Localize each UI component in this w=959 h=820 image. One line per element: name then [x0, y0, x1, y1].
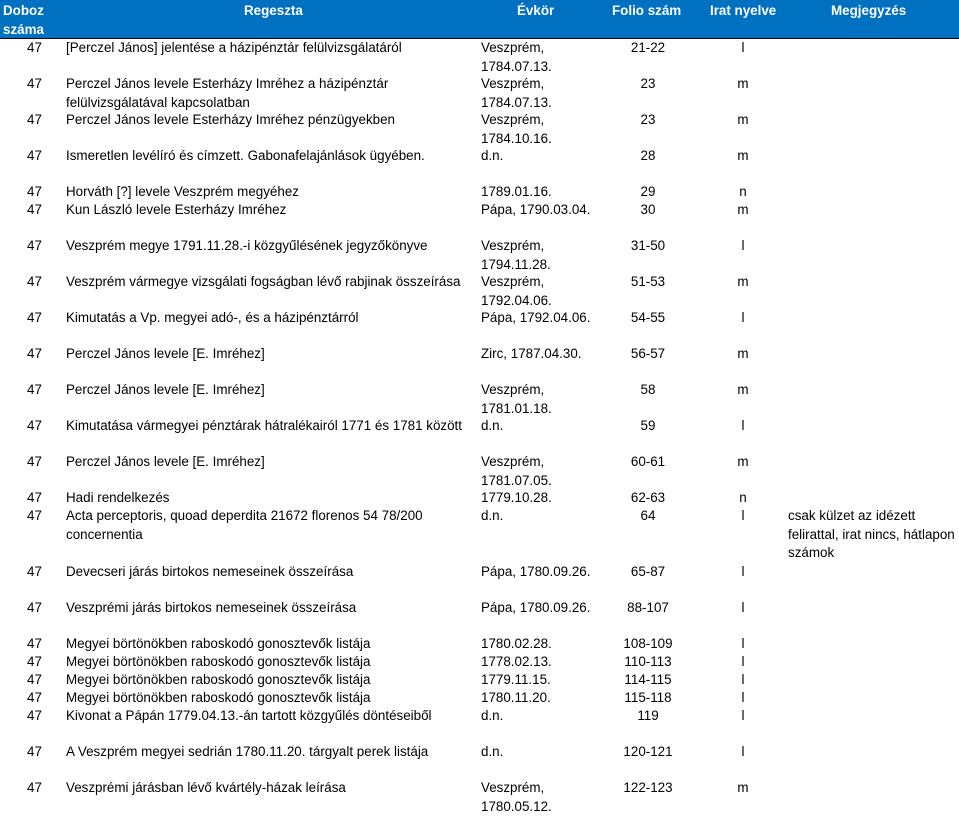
cell-doboz: 47: [27, 310, 42, 325]
cell-evkor: Veszprém, 1792.04.06.: [481, 274, 552, 308]
cell-doboz: 47: [27, 672, 42, 687]
header-evkor: Évkör: [517, 3, 555, 18]
cell-nyelv: m: [737, 202, 749, 217]
cell-regeszta: [Perczel János] jelentése a házipénztár felülvizsgálatáról: [66, 40, 402, 55]
cell-nyelv: l: [741, 672, 745, 687]
header-folio: Folio szám: [612, 3, 682, 18]
cell-folio: 29: [640, 184, 656, 199]
cell-nyelv: m: [737, 274, 749, 289]
cell-evkor: Zirc, 1787.04.30.: [481, 346, 582, 361]
table-row: [0, 147, 959, 183]
cell-regeszta: Ismeretlen levélíró és címzett. Gabonafelajánlások ügyében.: [66, 148, 425, 163]
table-row: [0, 201, 959, 237]
cell-evkor: Pápa, 1792.04.06.: [481, 310, 591, 325]
cell-folio: 51-53: [630, 274, 666, 289]
table-row: [0, 273, 959, 309]
cell-evkor: d.n.: [481, 708, 504, 723]
table-row: [0, 563, 959, 599]
table-row: [0, 507, 959, 563]
cell-regeszta: Kun László levele Esterházy Imréhez: [66, 202, 287, 217]
cell-nyelv: n: [739, 184, 747, 199]
cell-doboz: 47: [27, 238, 42, 253]
cell-nyelv: l: [741, 40, 745, 55]
cell-evkor: 1778.02.13.: [481, 654, 552, 669]
table-row: [0, 39, 959, 75]
cell-nyelv: l: [741, 744, 745, 759]
cell-folio: 108-109: [623, 636, 673, 651]
cell-folio: 54-55: [630, 310, 666, 325]
cell-regeszta: Perczel János levele Esterházy Imréhez a házipénztár felülvizsgálatával kapcsolatban: [66, 76, 389, 110]
cell-nyelv: m: [737, 346, 749, 361]
cell-folio: 23: [640, 112, 656, 127]
cell-evkor: d.n.: [481, 418, 504, 433]
cell-doboz: 47: [27, 418, 42, 433]
table-row: [0, 635, 959, 653]
header-doboz: Doboz száma: [3, 3, 44, 37]
cell-doboz: 47: [27, 780, 42, 795]
cell-regeszta: A Veszprém megyei sedrián 1780.11.20. tárgyalt perek listája: [66, 744, 429, 759]
cell-nyelv: m: [737, 780, 749, 795]
table-row: [0, 489, 959, 507]
cell-doboz: 47: [27, 346, 42, 361]
table-row: [0, 453, 959, 489]
cell-evkor: d.n.: [481, 744, 504, 759]
cell-doboz: 47: [27, 184, 42, 199]
cell-nyelv: l: [741, 690, 745, 705]
table-row: [0, 653, 959, 671]
cell-nyelv: m: [737, 148, 749, 163]
cell-evkor: Veszprém, 1784.07.13.: [481, 76, 552, 110]
cell-regeszta: Kimutatás a Vp. megyei adó-, és a házipénztárról: [66, 310, 359, 325]
header-megjegyzes: Megjegyzés: [831, 3, 907, 18]
cell-folio: 115-118: [624, 690, 672, 705]
table-row: [0, 75, 959, 111]
table-row: [0, 111, 959, 147]
table-header: [0, 0, 959, 39]
cell-folio: 122-123: [623, 780, 673, 795]
cell-regeszta: Megyei börtönökben raboskodó gonosztevők listája: [66, 690, 371, 705]
cell-folio: 59: [640, 418, 656, 433]
cell-regeszta: Perczel János levele [E. Imréhez]: [66, 346, 265, 361]
cell-folio: 56-57: [630, 346, 666, 361]
cell-regeszta: Veszprémi járás birtokos nemeseinek összeírása: [66, 600, 357, 615]
row-divider: [0, 38, 959, 39]
cell-evkor: 1779.11.15.: [481, 672, 551, 687]
cell-evkor: 1779.10.28.: [481, 490, 552, 505]
cell-folio: 28: [640, 148, 656, 163]
cell-folio: 119: [637, 708, 659, 723]
cell-nyelv: m: [737, 112, 749, 127]
cell-folio: 88-107: [627, 600, 669, 615]
table-row: [0, 417, 959, 453]
cell-evkor: 1780.02.28.: [481, 636, 552, 651]
cell-folio: 110-113: [624, 654, 672, 669]
cell-folio: 21-22: [630, 40, 666, 55]
cell-regeszta: Kivonat a Pápán 1779.04.13.-án tartott közgyűlés döntéseiből: [66, 708, 432, 723]
cell-regeszta: Megyei börtönökben raboskodó gonosztevők listája: [66, 636, 371, 651]
cell-evkor: 1780.11.20.: [481, 690, 551, 705]
cell-doboz: 47: [27, 744, 42, 759]
table-row: [0, 689, 959, 707]
cell-regeszta: Megyei börtönökben raboskodó gonosztevők listája: [66, 672, 371, 687]
cell-nyelv: m: [737, 454, 749, 469]
cell-evkor: 1789.01.16.: [481, 184, 552, 199]
cell-folio: 114-115: [624, 672, 672, 687]
cell-regeszta: Veszprémi járásban lévő kvártély-házak leírása: [66, 780, 346, 795]
cell-regeszta: Perczel János levele Esterházy Imréhez pénzügyekben: [66, 112, 395, 127]
cell-doboz: 47: [27, 274, 42, 289]
cell-doboz: 47: [27, 490, 42, 505]
cell-doboz: 47: [27, 40, 42, 55]
cell-folio: 64: [640, 508, 656, 523]
table-row: [0, 599, 959, 635]
table-row: [0, 309, 959, 345]
cell-regeszta: Perczel János levele [E. Imréhez]: [66, 382, 265, 397]
table-row: [0, 183, 959, 201]
cell-nyelv: l: [741, 654, 745, 669]
cell-evkor: Veszprém, 1781.01.18.: [481, 382, 552, 416]
cell-evkor: Pápa, 1790.03.04.: [481, 202, 591, 217]
table-row: [0, 707, 959, 743]
cell-folio: 62-63: [630, 490, 666, 505]
cell-nyelv: l: [741, 508, 745, 523]
cell-evkor: Veszprém, 1794.11.28.: [481, 238, 551, 272]
cell-nyelv: l: [741, 636, 745, 651]
cell-doboz: 47: [27, 454, 42, 469]
cell-folio: 31-50: [630, 238, 666, 253]
cell-evkor: Veszprém, 1784.07.13.: [481, 40, 552, 74]
cell-doboz: 47: [27, 76, 42, 91]
cell-nyelv: m: [737, 76, 749, 91]
cell-regeszta: Veszprém vármegye vizsgálati fogságban lévő rabjinak összeírása: [66, 274, 461, 289]
cell-evkor: d.n.: [481, 508, 504, 523]
cell-doboz: 47: [27, 690, 42, 705]
cell-doboz: 47: [27, 148, 42, 163]
cell-megjegyzes: csak külzet az idézett felirattal, irat nincs, hátlapon számok: [788, 508, 955, 560]
cell-nyelv: l: [741, 418, 745, 433]
cell-evkor: Veszprém, 1781.07.05.: [481, 454, 552, 488]
cell-regeszta: Megyei börtönökben raboskodó gonosztevők listája: [66, 654, 371, 669]
cell-doboz: 47: [27, 636, 42, 651]
cell-nyelv: l: [741, 564, 745, 579]
cell-evkor: Pápa, 1780.09.26.: [481, 600, 591, 615]
cell-regeszta: Perczel János levele [E. Imréhez]: [66, 454, 265, 469]
cell-regeszta: Devecseri járás birtokos nemeseinek összeírása: [66, 564, 354, 579]
table-row: [0, 671, 959, 689]
cell-regeszta: Veszprém megye 1791.11.28.-i közgyűlésének jegyzőkönyve: [66, 238, 428, 253]
cell-doboz: 47: [27, 654, 42, 669]
cell-evkor: Veszprém, 1784.10.16.: [481, 112, 552, 146]
table-row: [0, 237, 959, 273]
cell-nyelv: l: [741, 600, 745, 615]
cell-folio: 23: [640, 76, 656, 91]
cell-doboz: 47: [27, 508, 42, 523]
cell-folio: 58: [640, 382, 656, 397]
cell-evkor: Veszprém, 1780.05.12.: [481, 780, 552, 814]
table-row: [0, 743, 959, 779]
cell-evkor: d.n.: [481, 148, 504, 163]
cell-doboz: 47: [27, 564, 42, 579]
header-regeszta: Regeszta: [244, 3, 303, 18]
cell-doboz: 47: [27, 382, 42, 397]
table-row: [0, 779, 959, 820]
cell-nyelv: n: [739, 490, 747, 505]
cell-nyelv: l: [741, 310, 745, 325]
cell-doboz: 47: [27, 708, 42, 723]
cell-nyelv: m: [737, 382, 749, 397]
cell-folio: 120-121: [623, 744, 673, 759]
table-row: [0, 381, 959, 417]
cell-regeszta: Acta perceptoris, quoad deperdita 21672 florenos 54 78/200 concernentia: [66, 508, 423, 542]
cell-evkor: Pápa, 1780.09.26.: [481, 564, 591, 579]
cell-doboz: 47: [27, 202, 42, 217]
cell-regeszta: Hadi rendelkezés: [66, 490, 170, 505]
cell-doboz: 47: [27, 600, 42, 615]
cell-regeszta: Kimutatása vármegyei pénztárak hátralékairól 1771 és 1781 között: [66, 418, 462, 433]
cell-folio: 60-61: [630, 454, 666, 469]
cell-nyelv: l: [741, 708, 745, 723]
header-irat-nyelve: Irat nyelve: [710, 3, 777, 18]
table-row: [0, 345, 959, 381]
cell-doboz: 47: [27, 112, 42, 127]
cell-nyelv: l: [741, 238, 745, 253]
cell-folio: 65-87: [630, 564, 666, 579]
cell-folio: 30: [640, 202, 656, 217]
cell-regeszta: Horváth [?] levele Veszprém megyéhez: [66, 184, 299, 199]
